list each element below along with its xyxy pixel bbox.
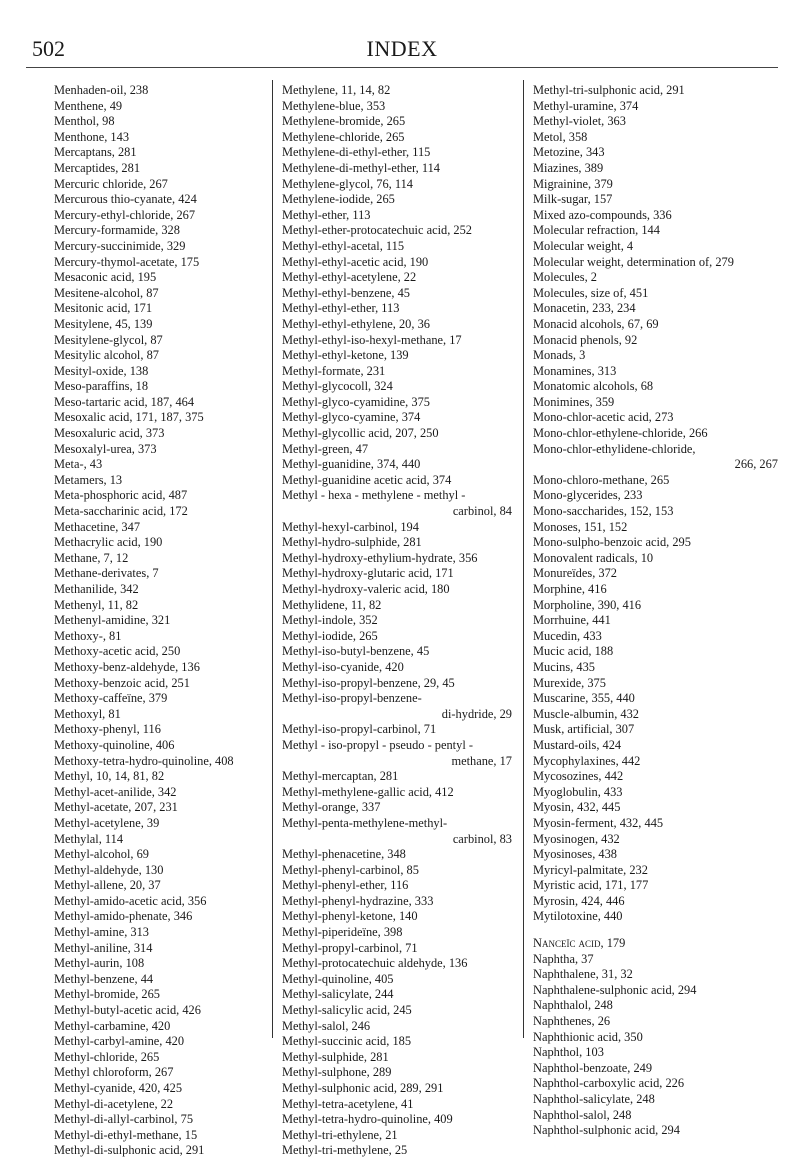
index-entry: Mercaptides, 281 (54, 160, 141, 175)
index-entry: Mesoxaluric acid, 373 (54, 426, 165, 441)
index-entry: Methyl-hydro-sulphide, 281 (282, 535, 422, 550)
index-entry: Myristic acid, 171, 177 (533, 878, 649, 893)
index-entry: Naphtha, 37 (533, 951, 594, 966)
page-number: 502 (32, 36, 65, 61)
index-entry: Naphthol-benzoate, 249 (533, 1060, 653, 1075)
index-entry: Methoxy-benz-aldehyde, 136 (54, 659, 200, 674)
index-entry: Monads, 3 (533, 348, 586, 363)
index-entry: Meso-tartaric acid, 187, 464 (54, 394, 195, 409)
index-entry: Methoxy-, 81 (54, 628, 122, 643)
index-entry: Methyl-phenyl-ketone, 140 (282, 909, 418, 924)
index-entry: Methyl-glycocoll, 324 (282, 379, 393, 394)
index-entry-continuation: di-hydride, 29 (441, 706, 512, 721)
index-entry: Methyl - hexa - methylene - methyl - (282, 488, 466, 503)
index-entry: Methyl-ethyl-acetal, 115 (282, 238, 405, 253)
index-entry: Methyl-green, 47 (282, 441, 369, 456)
index-entry: Naphthol, 103 (533, 1045, 604, 1060)
index-entry: Methyl-allene, 20, 37 (54, 878, 161, 893)
index-entry: Methyl-di-acetylene, 22 (54, 1096, 174, 1111)
index-entry: Methoxy-phenyl, 116 (54, 722, 161, 737)
index-entry: Methyl-tri-methylene, 25 (282, 1143, 408, 1158)
index-entry: Methyl-indole, 352 (282, 613, 378, 628)
index-entry: Methyl-alcohol, 69 (54, 847, 149, 862)
index-entry-continuation: 266, 267 (734, 457, 778, 472)
index-entry: Meta-saccharinic acid, 172 (54, 504, 188, 519)
index-entry: Mono-glycerides, 233 (533, 488, 643, 503)
index-entry: Methyl-ethyl-ketone, 139 (282, 348, 409, 363)
index-entry: Methoxy-tetra-hydro-quinoline, 408 (54, 753, 234, 768)
index-entry: Molecules, size of, 451 (533, 285, 649, 300)
index-entry: Methane, 7, 12 (54, 550, 129, 565)
index-entry: Methyl-phenyl-carbinol, 85 (282, 862, 419, 877)
index-entry: Methane-derivates, 7 (54, 566, 159, 581)
index-entry: Methyl-ethyl-iso-hexyl-methane, 17 (282, 332, 462, 347)
index-entry: Methyl-guanidine, 374, 440 (282, 457, 421, 472)
index-entry: Naphthalol, 248 (533, 998, 613, 1013)
index-entry: Methyl-acetate, 207, 231 (54, 800, 178, 815)
index-entry: Muscle-albumin, 432 (533, 706, 639, 721)
index-entry: Methyl-sulphide, 281 (282, 1049, 389, 1064)
index-entry: Methyl-orange, 337 (282, 800, 381, 815)
index-entry: Methyl-uramine, 374 (533, 98, 639, 113)
index-entry: Myrosin, 424, 446 (533, 893, 625, 908)
index-entry: Methyl-di-allyl-carbinol, 75 (54, 1112, 194, 1127)
index-entry: Naphthol-carboxylic acid, 226 (533, 1076, 685, 1091)
index-entry: Methyl-ethyl-acetylene, 22 (282, 270, 417, 285)
index-entry: Mesaconic acid, 195 (54, 270, 157, 285)
index-entry: Methyl-butyl-acetic acid, 426 (54, 1003, 201, 1018)
index-entry: Mesitylic alcohol, 87 (54, 348, 159, 363)
index-entry: Methyl-amido-acetic acid, 356 (54, 893, 207, 908)
index-entry: Menthone, 143 (54, 129, 130, 144)
index-entry: Methyl-methylene-gallic acid, 412 (282, 784, 454, 799)
index-entry: Mesitonic acid, 171 (54, 301, 153, 316)
index-entry: Mesoxalic acid, 171, 187, 375 (54, 410, 204, 425)
index-entry: Methoxy-acetic acid, 250 (54, 644, 181, 659)
index-entry: Methyl-iso-propyl-benzene, 29, 45 (282, 675, 455, 690)
index-entry: Metozine, 343 (533, 145, 605, 160)
page-title: INDEX (366, 36, 438, 61)
index-entry: Mucins, 435 (533, 659, 595, 674)
index-entry: Mixed azo-compounds, 336 (533, 207, 672, 222)
index-entry: Mesoxalyl-urea, 373 (54, 441, 157, 456)
section-gap (533, 925, 778, 936)
index-column-3 (533, 83, 778, 1139)
index-entry: Myricyl-palmitate, 232 (533, 862, 648, 877)
index-entry: Myosin, 432, 445 (533, 800, 621, 815)
index-entry: Mycophylaxines, 442 (533, 753, 641, 768)
index-entry: Methyl-acetylene, 39 (54, 815, 160, 830)
page-header (26, 36, 778, 66)
index-entry: Methacrylic acid, 190 (54, 535, 163, 550)
index-entry: Mesitene-alcohol, 87 (54, 285, 159, 300)
index-entry: Methyl-sulphone, 289 (282, 1065, 392, 1080)
index-entry: Mercaptans, 281 (54, 145, 137, 160)
index-entry: Methylene, 11, 14, 82 (282, 83, 391, 97)
index-entry: Methylene-iodide, 265 (282, 192, 395, 207)
index-entry: Mustard-oils, 424 (533, 737, 622, 752)
index-entry: Methyl-protocatechuic aldehyde, 136 (282, 956, 468, 971)
index-entry: Mercury-ethyl-chloride, 267 (54, 207, 196, 222)
index-entry: Morpholine, 390, 416 (533, 597, 642, 612)
index-entry: Methenyl-amidine, 321 (54, 613, 171, 628)
index-entry: Monacid alcohols, 67, 69 (533, 316, 659, 331)
index-entry: Methyl-iodide, 265 (282, 628, 378, 643)
index-entry: Menthene, 49 (54, 98, 123, 113)
index-entry: Naphthol-sulphonic acid, 294 (533, 1123, 680, 1138)
index-entry: Methyl-ethyl-acetic acid, 190 (282, 254, 429, 269)
index-entry: Meta-, 43 (54, 457, 103, 472)
index-entry: Mono-chlor-acetic acid, 273 (533, 410, 674, 425)
index-entry: Methyl-glyco-cyamine, 374 (282, 410, 421, 425)
index-entry: Methyl-piperideïne, 398 (282, 925, 403, 940)
index-entry: Myosin-ferment, 432, 445 (533, 815, 664, 830)
index-entry: Methyl-succinic acid, 185 (282, 1034, 412, 1049)
index-entry: Methacetine, 347 (54, 519, 141, 534)
index-entry: Methoxy-caffeïne, 379 (54, 691, 168, 706)
index-entry: Mono-saccharides, 152, 153 (533, 504, 674, 519)
index-entry: Naphthalene-sulphonic acid, 294 (533, 982, 697, 997)
index-entry: Naphthenes, 26 (533, 1014, 611, 1029)
index-entry: Mercury-succinimide, 329 (54, 238, 186, 253)
index-entry: Naphthol-salicylate, 248 (533, 1092, 655, 1106)
index-entry: Myosinogen, 432 (533, 831, 620, 846)
index-entry: Methylene-di-methyl-ether, 114 (282, 160, 441, 175)
index-entry: Mycosozines, 442 (533, 769, 624, 784)
index-entry-continuation: carbinol, 84 (452, 504, 512, 519)
index-entry: Methenyl, 11, 82 (54, 597, 139, 612)
index-entry: Monatomic alcohols, 68 (533, 379, 654, 394)
index-entry: Methyl-ether-protocatechuic acid, 252 (282, 223, 473, 238)
index-entry: Metamers, 13 (54, 472, 123, 487)
index-entry: Monacid phenols, 92 (533, 332, 638, 347)
index-entry: Methyl-phenyl-ether, 116 (282, 878, 409, 893)
index-entry: Mono-chloro-methane, 265 (533, 472, 670, 487)
index-entry: Methyl-formate, 231 (282, 363, 386, 378)
index-entry: Methyl - iso-propyl - pseudo - pentyl - (282, 737, 473, 752)
index-entry: Musk, artificial, 307 (533, 722, 635, 737)
index-entry: Methyl-ether, 113 (282, 207, 371, 222)
index-entry: Methyl-penta-methylene-methyl- (282, 815, 448, 830)
index-entry: Methyl-ethyl-benzene, 45 (282, 285, 410, 300)
index-entry: Nanceïc acid, 179 (533, 936, 626, 951)
index-entry: Methyl chloroform, 267 (54, 1065, 174, 1080)
index-column-1 (54, 83, 269, 1159)
index-entry: Methyl-iso-propyl-benzene- (282, 691, 422, 706)
index-entry: Methyl-chloride, 265 (54, 1049, 160, 1064)
index-entry: Methyl-benzene, 44 (54, 971, 154, 986)
index-entry-continuation: carbinol, 83 (452, 831, 512, 846)
index-entry: Methyl-phenacetine, 348 (282, 847, 406, 862)
index-entry: Morrhuine, 441 (533, 613, 611, 628)
index-entry: Methyl-hydroxy-valeric acid, 180 (282, 582, 450, 596)
index-entry: Methylene-blue, 353 (282, 98, 386, 113)
index-entry: Mucedin, 433 (533, 628, 602, 643)
index-entry: Methylal, 114 (54, 831, 124, 846)
index-entry: Methanilide, 342 (54, 582, 139, 596)
index-entry: Methylene-di-ethyl-ether, 115 (282, 145, 431, 160)
index-entry: Mono-chlor-ethylidene-chloride, (533, 441, 696, 456)
index-entry: Naphthionic acid, 350 (533, 1029, 643, 1044)
index-entry: Methyl-carbamine, 420 (54, 1018, 171, 1033)
index-entry: Murexide, 375 (533, 675, 606, 690)
index-entry: Menhaden-oil, 238 (54, 83, 149, 97)
index-entry: Myosinoses, 438 (533, 847, 617, 862)
index-entry: Methyl-violet, 363 (533, 114, 626, 129)
index-entry: Methyl-iso-cyanide, 420 (282, 659, 404, 674)
index-entry: Methylidene, 11, 82 (282, 597, 382, 612)
index-entry: Methyl-glycollic acid, 207, 250 (282, 426, 439, 441)
index-entry: Methyl-guanidine acetic acid, 374 (282, 472, 452, 487)
index-entry: Myoglobulin, 433 (533, 784, 623, 799)
index-entry: Monacetin, 233, 234 (533, 301, 636, 316)
index-entry: Methyl-tri-sulphonic acid, 291 (533, 83, 685, 97)
index-entry: Mercury-thymol-acetate, 175 (54, 254, 200, 269)
index-entry: Naphthalene, 31, 32 (533, 967, 633, 982)
index-entry: Morphine, 416 (533, 582, 607, 596)
index-entry: Miazines, 389 (533, 160, 604, 175)
index-entry: Meso-paraffins, 18 (54, 379, 149, 394)
index-entry: Methyl-quinoline, 405 (282, 971, 394, 986)
index-entry: Mesitylene, 45, 139 (54, 316, 153, 331)
index-entry: Methyl-glyco-cyamidine, 375 (282, 394, 430, 409)
index-entry-continuation: methane, 17 (451, 753, 512, 768)
index-entry: Mesitylene-glycol, 87 (54, 332, 163, 347)
index-entry: Monamines, 313 (533, 363, 617, 378)
index-entry: Methyl-iso-butyl-benzene, 45 (282, 644, 430, 659)
index-entry: Menthol, 98 (54, 114, 115, 129)
index-entry: Mono-chlor-ethylene-chloride, 266 (533, 426, 708, 441)
index-entry: Methyl-amido-phenate, 346 (54, 909, 193, 924)
index-entry: Methyl-salicylate, 244 (282, 987, 394, 1002)
index-entry: Molecular weight, determination of, 279 (533, 254, 734, 269)
index-entry: Mesityl-oxide, 138 (54, 363, 149, 378)
index-entry: Methyl-salicylic acid, 245 (282, 1003, 412, 1018)
index-entry: Methoxy-quinoline, 406 (54, 737, 175, 752)
index-entry: Methyl-mercaptan, 281 (282, 769, 399, 784)
index-entry: Methyl-amine, 313 (54, 925, 149, 940)
index-entry: Methyl-propyl-carbinol, 71 (282, 940, 418, 955)
index-entry: Monovalent radicals, 10 (533, 550, 654, 565)
index-entry: Molecular refraction, 144 (533, 223, 660, 238)
index-entry: Monureïdes, 372 (533, 566, 617, 581)
index-entry: Molecules, 2 (533, 270, 598, 285)
index-entry: Methoxy-benzoic acid, 251 (54, 675, 190, 690)
index-entry: Migrainine, 379 (533, 176, 613, 191)
index-entry: Methyl-tetra-acetylene, 41 (282, 1096, 414, 1111)
index-entry: Methyl-di-ethyl-methane, 15 (54, 1127, 198, 1142)
index-entry: Mercuric chloride, 267 (54, 176, 168, 191)
index-entry: Methyl-hexyl-carbinol, 194 (282, 519, 419, 534)
index-entry: Metol, 358 (533, 129, 588, 144)
index-entry: Methyl-acet-anilide, 342 (54, 784, 177, 799)
header-rule (26, 67, 778, 68)
index-entry: Milk-sugar, 157 (533, 192, 613, 207)
index-entry: Methyl-di-sulphonic acid, 291 (54, 1143, 205, 1158)
index-entry: Naphthol-salol, 248 (533, 1107, 632, 1122)
index-entry: Methyl, 10, 14, 81, 82 (54, 769, 165, 784)
index-entry: Molecular weight, 4 (533, 238, 634, 253)
column-divider (272, 80, 273, 1038)
index-entry: Methylene-bromide, 265 (282, 114, 406, 129)
index-entry: Methyl-salol, 246 (282, 1018, 371, 1033)
index-entry: Methyl-iso-propyl-carbinol, 71 (282, 722, 437, 737)
index-entry: Methyl-aurin, 108 (54, 956, 145, 971)
index-entry: Monoses, 151, 152 (533, 519, 628, 534)
index-entry: Mercury-formamide, 328 (54, 223, 180, 238)
index-entry: Methylene-chloride, 265 (282, 129, 405, 144)
index-column-2 (282, 83, 512, 1159)
index-entry: Monimines, 359 (533, 394, 615, 409)
index-entry: Methyl-ethyl-ethylene, 20, 36 (282, 316, 430, 331)
index-entry: Meta-phosphoric acid, 487 (54, 488, 188, 503)
index-entry: Mytilotoxine, 440 (533, 909, 623, 924)
index-entry: Methyl-carbyl-amine, 420 (54, 1034, 185, 1049)
index-entry: Mono-sulpho-benzoic acid, 295 (533, 535, 691, 550)
index-entry: Methyl-bromide, 265 (54, 987, 160, 1002)
index-entry: Methyl-tetra-hydro-quinoline, 409 (282, 1112, 453, 1127)
index-entry: Methyl-aniline, 314 (54, 940, 153, 955)
index-entry: Muscarine, 355, 440 (533, 691, 635, 706)
index-entry: Methyl-tri-ethylene, 21 (282, 1127, 398, 1142)
index-entry: Methylene-glycol, 76, 114 (282, 176, 413, 191)
index-entry: Methoxyl, 81 (54, 706, 121, 721)
index-entry: Methyl-cyanide, 420, 425 (54, 1081, 183, 1095)
column-divider (523, 80, 524, 1038)
index-entry: Methyl-hydroxy-ethylium-hydrate, 356 (282, 550, 478, 565)
index-entry: Methyl-ethyl-ether, 113 (282, 301, 400, 316)
index-entry: Mercurous thio-cyanate, 424 (54, 192, 197, 207)
index-entry: Mucic acid, 188 (533, 644, 614, 659)
index-entry: Methyl-aldehyde, 130 (54, 862, 164, 877)
index-entry: Methyl-hydroxy-glutaric acid, 171 (282, 566, 454, 581)
index-entry: Methyl-sulphonic acid, 289, 291 (282, 1081, 444, 1095)
index-entry: Methyl-phenyl-hydrazine, 333 (282, 893, 434, 908)
